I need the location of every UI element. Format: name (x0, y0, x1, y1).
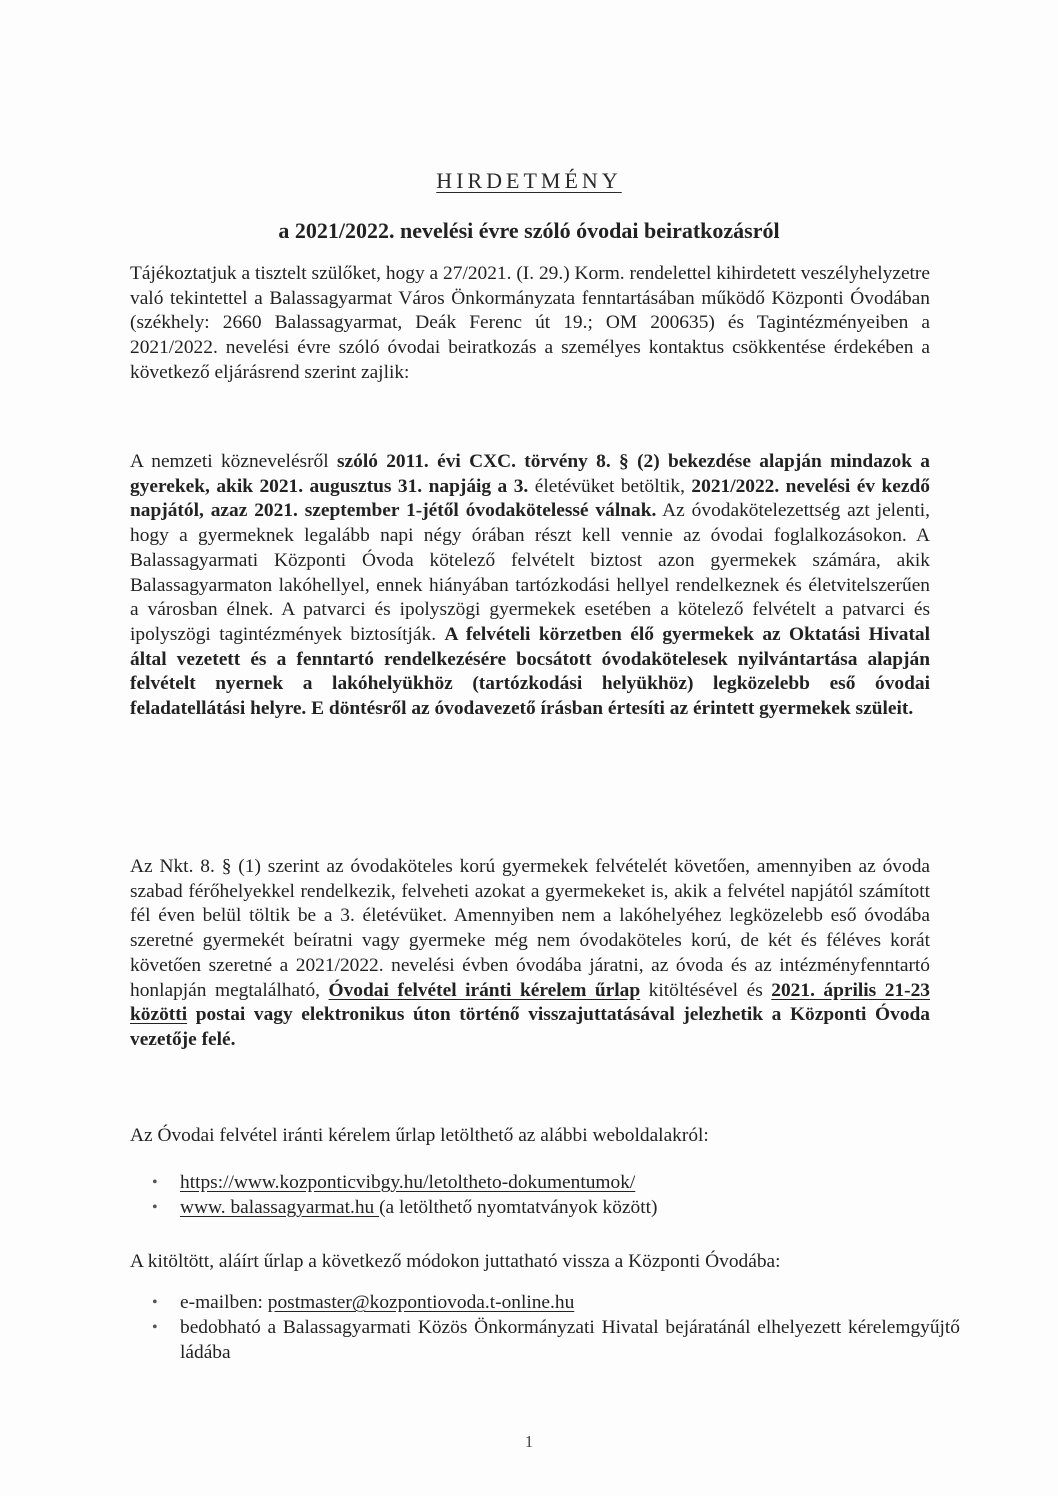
form-name-link: Óvodai felvétel iránti kérelem űrlap (328, 979, 641, 1001)
title-text: HIRDETMÉNY (436, 168, 622, 193)
document-subtitle: a 2021/2022. nevelési évre szóló óvodai beiratkozásról (278, 218, 780, 243)
bold-segment: 2021/2022. nevelési év kezdő napjától, azaz 2021. szeptember 1-jétől óvodakötelessé válnak. (130, 475, 930, 522)
document-title (0, 168, 1058, 194)
dropbox-text: bedobható a Balassagyarmati Közös Önkormányzati Hivatal bejáratánál elhelyezett kérelemgyűjtő ládába (180, 1317, 960, 1363)
list-item (180, 1170, 960, 1195)
page-number: 1 (524, 1432, 534, 1451)
download-paragraph: Az Óvodai felvétel iránti kérelem űrlap letölthető az alábbi weboldalakról: (130, 1125, 709, 1146)
email-link[interactable]: postmaster@kozpontiovoda.t-online.hu (267, 1292, 575, 1313)
return-paragraph: A kitöltött, aláírt űrlap a következő módokon juttatható vissza a Központi Óvodába: (130, 1251, 781, 1272)
list-item (180, 1315, 960, 1365)
link-note: (a letölthető nyomtatványok között) (379, 1197, 658, 1218)
list-item (180, 1195, 960, 1220)
deadline-text: 2021. április 21-23 közötti (130, 979, 930, 1026)
email-label: e-mailben: (180, 1292, 268, 1313)
text-segment: életévüket betöltik, (528, 475, 692, 497)
balassagyarmat-link[interactable]: www. balassagyarmat.hu (180, 1197, 380, 1218)
download-links-list (150, 1170, 960, 1220)
text-segment (187, 1004, 196, 1025)
text-segment: A nemzeti köznevelésről (130, 451, 337, 472)
intro-paragraph: Tájékoztatjuk a tisztelt szülőket, hogy a 27/2021. (I. 29.) Korm. rendelettel kihirdetett veszélyhelyzetre való tekintettel a Balassagyarmat Város Önkormányzata fenntartásában működő Központi Óvodában (székhely: 2660 Balassagyarmat, Deák Ferenc út 19.; OM 200635) és Tagintézményeiben a 2021/2022. nevelési évre szóló óvodai beiratkozás a személyes kontaktus csökkentése érdekében a következő eljárásrend szerint zajlik: (130, 263, 930, 383)
text-segment: kitöltésével és (640, 979, 772, 1001)
list-item (180, 1290, 960, 1315)
obligation-paragraph (130, 450, 930, 722)
kozpontiovi-link[interactable]: https://www.kozponticvibgy.hu/letoltheto-dokumentumok/ (180, 1172, 636, 1193)
bold-segment: szóló 2011. évi CXC. törvény 8. § (2) bekezdése alapján mindazok a gyerekek, akik 2021. augusztus 31. napjáig a 3. (130, 451, 930, 497)
bold-segment: A felvételi körzetben élő gyermekek az Oktatási Hivatal által vezetett és a fenntartó rendelkezésére bocsátott óvodakötelesek nyilvántartása alapján felvételt nyernek a lakóhelyükhöz (tartózkodási helyükhöz) legközelebb eső óvodai feladatellátási helyre. E döntésről az óvodavezető írásban értesíti az érintett gyermekek szüleit. (130, 623, 930, 720)
application-paragraph (130, 855, 930, 1053)
text-segment: Az Nkt. 8. § (1) szerint az óvodaköteles korú gyermekek felvételét követően, amennyiben az óvoda szabad férőhelyekkel rendelkezik, felveheti azokat a gyermekeket is, akik a felvétel napjától számított fél éven belül töltik be a 3. életévüket. Amennyiben nem a lakóhelyéhez legközelebb eső óvodába szeretné gyermekét beíratni vagy gyermeke még nem óvodaköteles korú, de két és féléves korát követően szeretné a 2021/2022. nevelési évben óvodába járatni, az óvoda és az intézményfenntartó honlapján megtalálható, (130, 856, 930, 1001)
return-methods-list (150, 1290, 960, 1365)
text-segment: Az óvodakötelezettség azt jelenti, hogy a gyermeknek legalább napi négy órában részt kell vennie az óvodai foglalkozásokon. A Balassagyarmati Központi Óvoda kötelező felvételt biztost azon gyermekek számára, akik Balassagyarmaton lakóhellyel, ennek hiányában tartózkodási hellyel rendelkeznek és életvitelszerűen a városban élnek. A patvarci és ipolyszögi gyermekek esetében a kötelező felvételt a patvarci és ipolyszögi tagintézmények biztosítják. (130, 500, 930, 645)
bold-segment: postai vagy elektronikus úton történő visszajuttatásával jelezhetik a Központi Óvoda vezetője felé. (130, 1004, 930, 1050)
